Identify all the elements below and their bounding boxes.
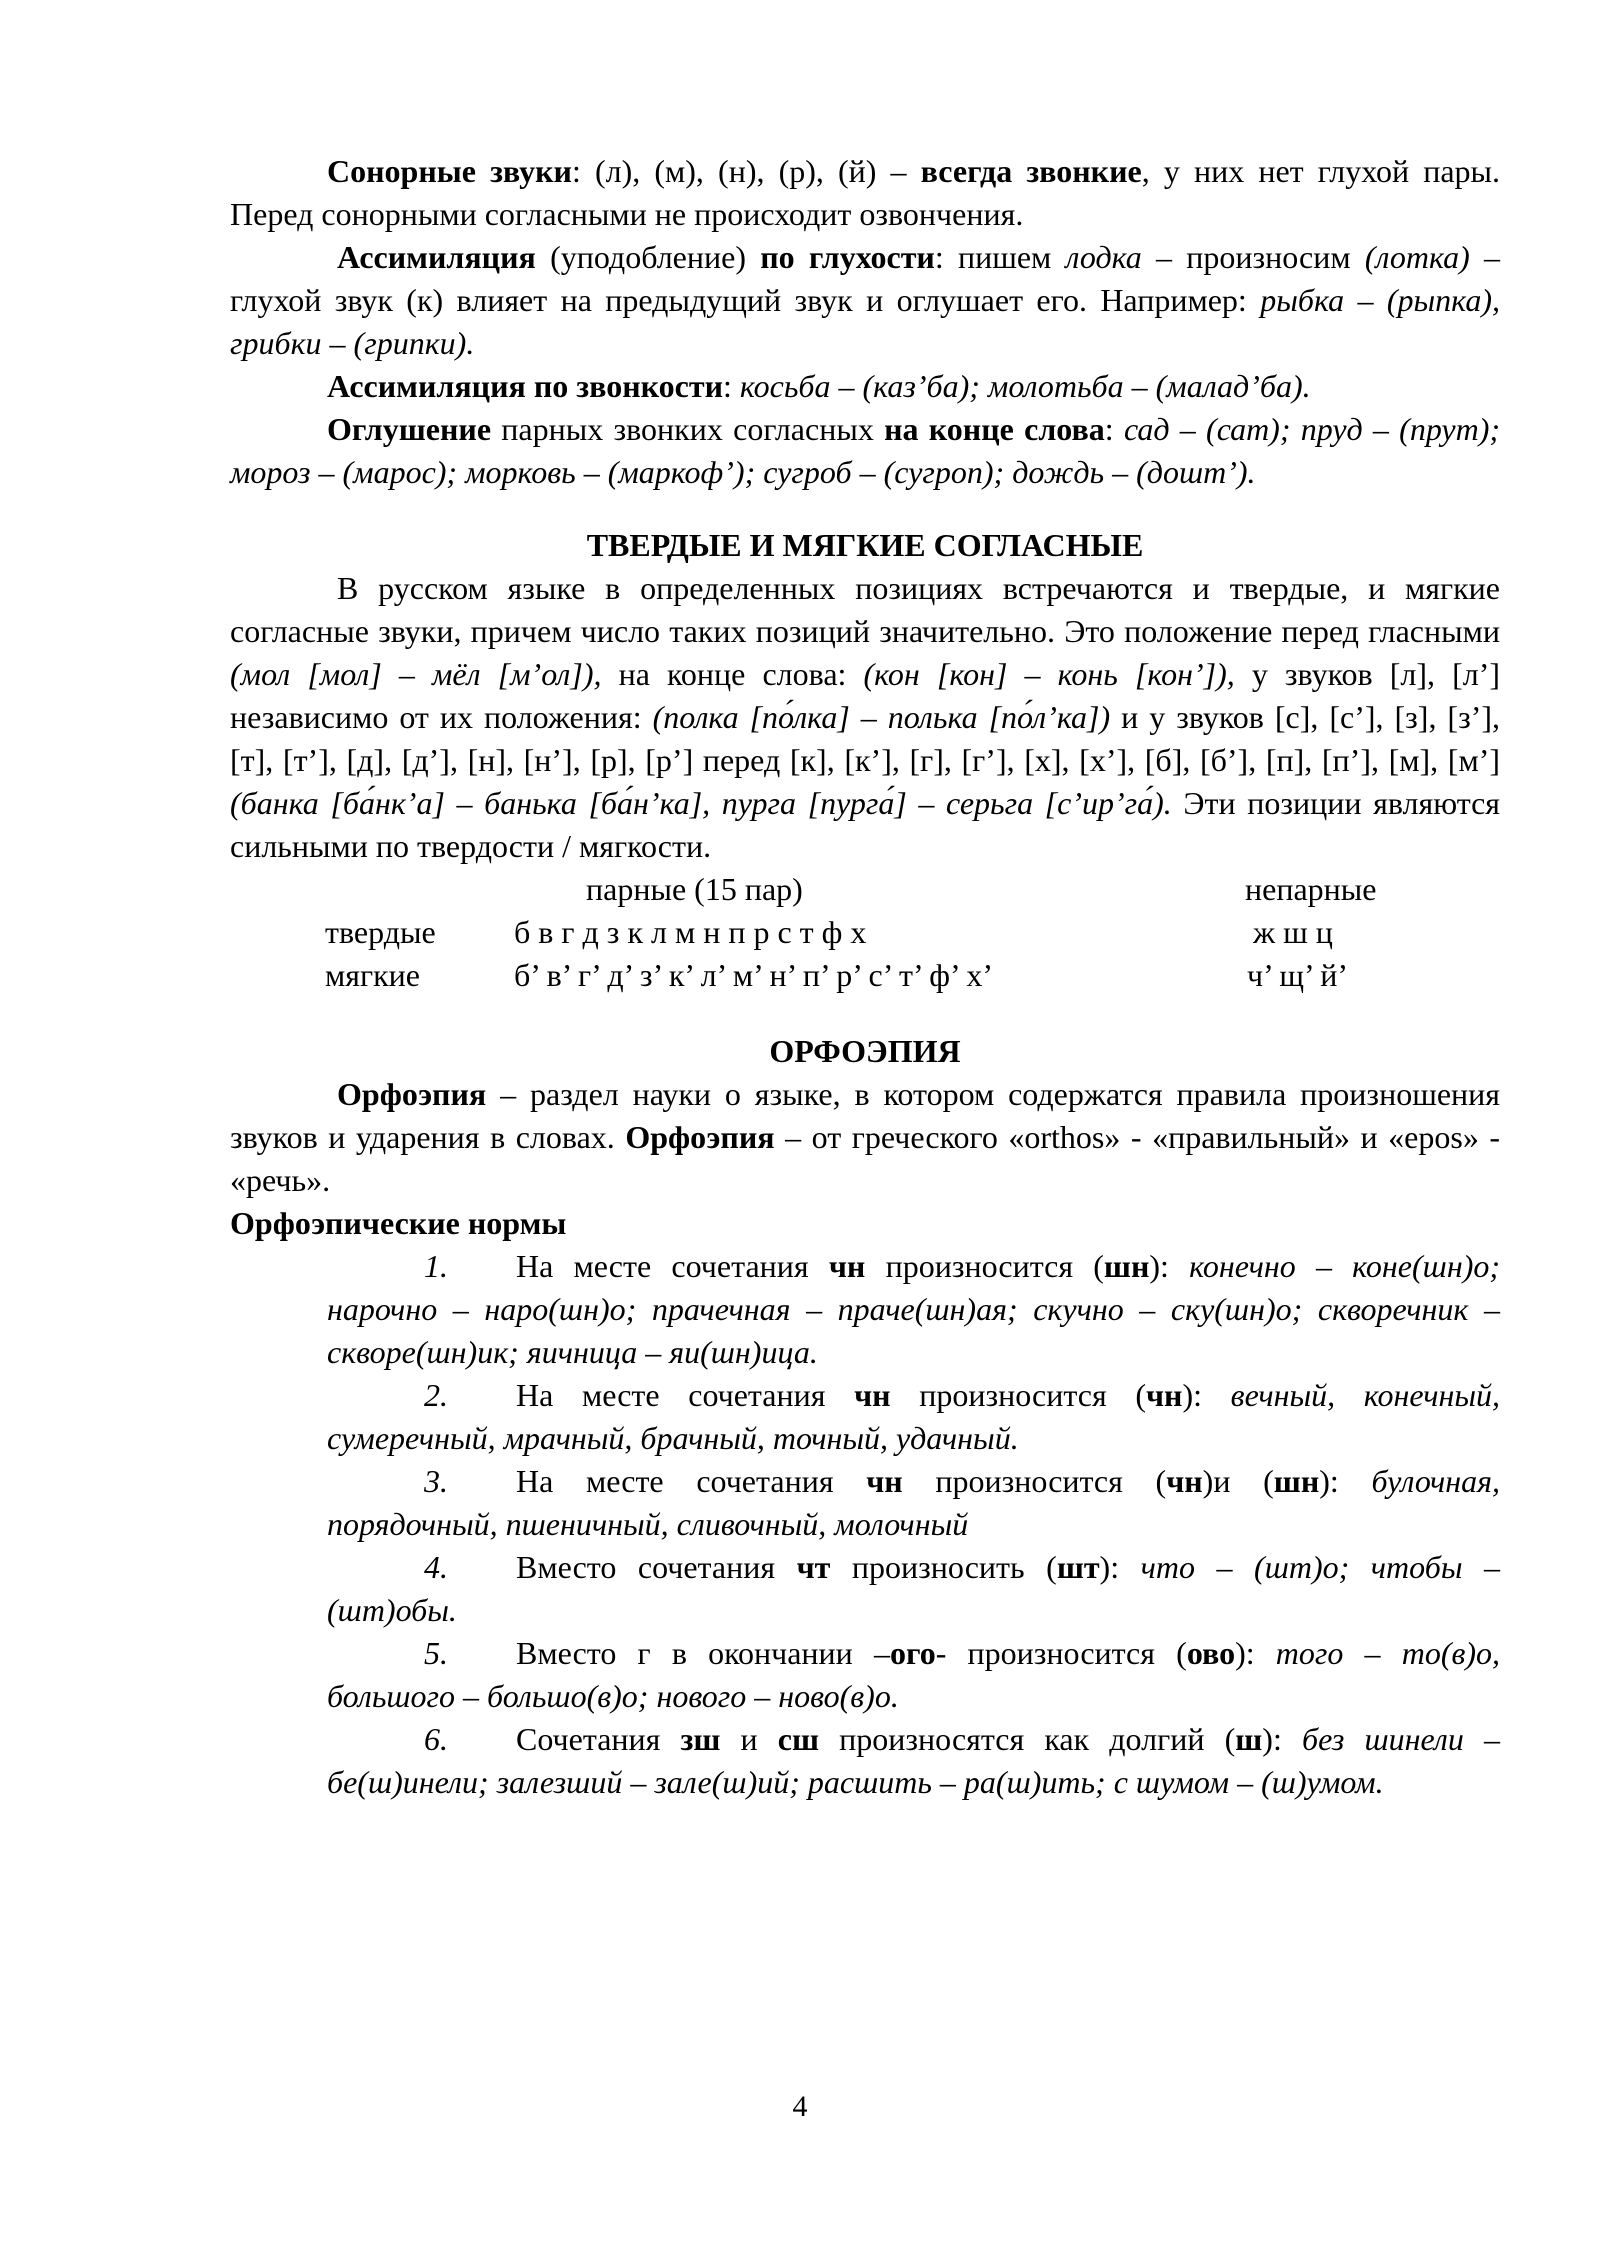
page-number: 4	[792, 2090, 808, 2123]
paragraph-orthoepy-definition: Орфоэпия – раздел науки о языке, в котором содержатся правила произношения звуков и ударения в словах. Орфоэпия – от греческого «orthos» - «правильный» и «epos» - «речь».	[230, 1076, 1501, 1198]
consonant-table	[230, 868, 1500, 1000]
norm-item-3: 3. На месте сочетания чн произносится (чн)и (шн): булочная, порядочный, пшеничный, сливочный, молочный	[327, 1463, 1501, 1542]
paragraph-sonorants: Сонорные звуки: (л), (м), (н), (р), (й) – всегда звонкие, у них нет глухой пары. Перед сонорными согласными не происходит озвончения.	[230, 153, 1501, 232]
soft-paired-consonants: б’ в’ г’ д’ з’ к’ л’ м’ н’ п’ р’ с’ т’ ф’ х’	[514, 957, 993, 993]
unpaired-header: непарные	[1245, 871, 1377, 907]
norm-item-2: 2. На месте сочетания чн произносится (чн): вечный, конечный, сумеречный, мрачный, брачный, точный, удачный.	[327, 1377, 1501, 1456]
norm-item-6: 6. Сочетания зш и сш произносятся как долгий (ш): без шинели – бе(ш)инели; залезший – зале(ш)ий; расшить – ра(ш)ить; с шумом – (ш)умом.	[327, 1721, 1500, 1800]
norm-item-4: 4. Вместо сочетания чт произносить (шт): что – (шт)о; чтобы – (шт)обы.	[327, 1549, 1501, 1628]
soft-label: мягкие	[325, 957, 420, 993]
paragraph-voiced-assimilation: Ассимиляция по звонкости: косьба – (каз’ба); молотьба – (малад’ба).	[327, 368, 1311, 404]
paragraph-voiceless-assimilation: Ассимиляция (уподобление) по глухости: пишем лодка – произносим (лотка) – глухой звук (к) влияет на предыдущий звук и оглушает его. Например: рыбка – (рыпка), грибки – (грипки).	[230, 239, 1501, 361]
norm-item-1: 1. На месте сочетания чн произносится (шн): конечно – коне(шн)о; нарочно – наро(шн)о; прачечная – праче(шн)ая; скучно – ску(шн)о; скворечник – скворе(шн)ик; яичница – яи(шн)ица.	[327, 1248, 1500, 1370]
paragraph-devoicing: Оглушение парных звонких согласных на конце слова: сад – (сат); пруд – (прут); мороз – (марос); морковь – (маркоф’); сугроб – (сугроп); дождь – (дошт’).	[230, 411, 1501, 490]
hard-paired-consonants: б в г д з к л м н п р с т ф х	[514, 914, 867, 950]
soft-unpaired-consonants: ч’ щ’ й’	[1247, 957, 1349, 993]
hard-label: твердые	[325, 914, 436, 950]
hard-unpaired-consonants: ж ш ц	[1253, 914, 1333, 950]
paragraph-hard-soft: В русском языке в определенных позициях встречаются и твердые, и мягкие согласные звуки, причем число таких позиций значительно. Это положение перед гласными (мол [мол] – мёл [м’ол]), на конце слова: (кон [кон] – конь [кон’]), у звуков [л], [л’] независимо от их положения: (полка [по́лка] – полька [по́л’ка]) и у звуков [с], [с’], [з], [з’], [т], [т’], [д], [д’], [н], [н’], [р], [р’] перед [к], [к’], [г], [г’], [х], [х’], [б], [б’], [п], [п’], [м], [м’] (банка [ба́нк’а] – банька [ба́н’ка], пурга [пурга́] – серьга [с’ир’га́). Эти позиции являются сильными по твердости / мягкости.	[230, 570, 1501, 864]
subheading-orthoepic-norms: Орфоэпические нормы	[230, 1205, 567, 1241]
section-heading-hard-soft: ТВЕРДЫЕ И МЯГКИЕ СОГЛАСНЫЕ	[586, 527, 1144, 563]
section-heading-orthoepy: ОРФОЭПИЯ	[769, 1033, 961, 1069]
paired-header: парные (15 пар)	[586, 871, 803, 907]
document-page	[230, 150, 1500, 1804]
norm-item-5: 5. Вместо г в окончании –ого- произносится (ово): того – то(в)о, большого – большо(в)о; нового – ново(в)о.	[327, 1635, 1501, 1714]
